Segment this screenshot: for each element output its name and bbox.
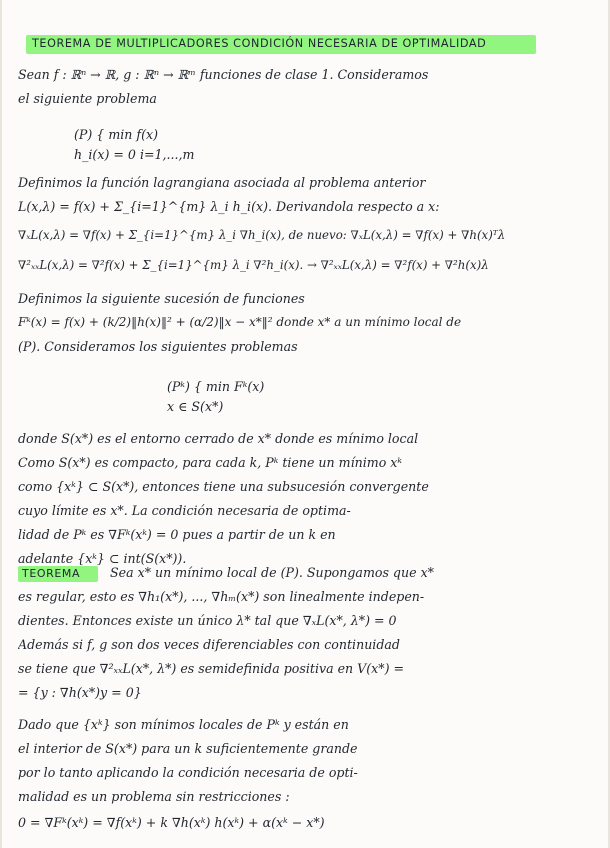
intro-line-1: Sean f : ℝⁿ → ℝ, g : ℝⁿ → ℝᵐ funciones de clase 1. Consideramos xyxy=(18,67,429,82)
succession-line-3: (P). Consideramos los siguientes problemas xyxy=(18,339,298,354)
discussion-line-1: donde S(x*) es el entorno cerrado de x* donde es mínimo local xyxy=(18,431,419,446)
lagrangian-line-4: ∇²ₓₓL(x,λ) = ∇²f(x) + Σ_{i=1}^{m} λ_i ∇²h_i(x). → ∇²ₓₓL(x,λ) = ∇²f(x) + ∇²h(x)λ xyxy=(18,258,489,272)
theorem-line-6: = {y : ∇h(x*)y = 0} xyxy=(18,685,142,700)
conclusion-line-1: Dado que {xᵏ} son mínimos locales de Pᵏ y están en xyxy=(18,717,349,732)
succession-line-1: Definimos la siguiente sucesión de funciones xyxy=(18,291,305,306)
theorem-line-5: se tiene que ∇²ₓₓL(x*, λ*) es semidefinida positiva en V(x*) = xyxy=(18,661,405,676)
lagrangian-line-1: Definimos la función lagrangiana asociada al problema anterior xyxy=(18,175,426,190)
page-title: TEOREMA DE MULTIPLICADORES CONDICIÓN NECESARIA DE OPTIMALIDAD xyxy=(32,37,487,50)
problem-pk-line-2: x ∈ S(x*) xyxy=(167,399,224,414)
discussion-line-6: adelante {xᵏ} ⊂ int(S(x*)). xyxy=(18,551,187,566)
theorem-line-1: Sea x* un mínimo local de (P). Supongamos que x* xyxy=(110,565,434,580)
succession-line-2: Fᵏ(x) = f(x) + (k/2)‖h(x)‖² + (α/2)‖x − x*‖² donde x* a un mínimo local de xyxy=(18,315,462,329)
conclusion-line-2: el interior de S(x*) para un k suficientemente grande xyxy=(18,741,358,756)
conclusion-line-3: por lo tanto aplicando la condición necesaria de opti- xyxy=(18,765,358,780)
discussion-line-3: como {xᵏ} ⊂ S(x*), entonces tiene una subsucesión convergente xyxy=(18,479,429,494)
theorem-label: TEOREMA xyxy=(22,567,81,580)
problem-p-line-1: (P) { min f(x) xyxy=(74,127,158,142)
discussion-line-5: lidad de Pᵏ es ∇Fᵏ(xᵏ) = 0 pues a partir de un k en xyxy=(18,527,336,542)
conclusion-line-5: 0 = ∇Fᵏ(xᵏ) = ∇f(xᵏ) + k ∇h(xᵏ) h(xᵏ) + α(xᵏ − x*) xyxy=(18,815,325,830)
conclusion-line-4: malidad es un problema sin restricciones : xyxy=(18,789,290,804)
problem-p-line-2: h_i(x) = 0 i=1,...,m xyxy=(74,147,195,162)
intro-line-2: el siguiente problema xyxy=(18,91,157,106)
lagrangian-line-3: ∇ₓL(x,λ) = ∇f(x) + Σ_{i=1}^{m} λ_i ∇h_i(x), de nuevo: ∇ₓL(x,λ) = ∇f(x) + ∇h(x)ᵀλ xyxy=(18,228,506,242)
discussion-line-2: Como S(x*) es compacto, para cada k, Pᵏ tiene un mínimo xᵏ xyxy=(18,455,402,470)
theorem-line-3: dientes. Entonces existe un único λ* tal que ∇ₓL(x*, λ*) = 0 xyxy=(18,613,397,628)
theorem-line-4: Además si f, g son dos veces diferenciables con continuidad xyxy=(18,637,400,652)
theorem-line-2: es regular, esto es ∇h₁(x*), ..., ∇hₘ(x*) son linealmente indepen- xyxy=(18,589,425,604)
discussion-line-4: cuyo límite es x*. La condición necesaria de optima- xyxy=(18,503,351,518)
problem-pk-line-1: (Pᵏ) { min Fᵏ(x) xyxy=(167,379,265,394)
lagrangian-line-2: L(x,λ) = f(x) + Σ_{i=1}^{m} λ_i h_i(x). Derivandola respecto a x: xyxy=(18,199,440,214)
